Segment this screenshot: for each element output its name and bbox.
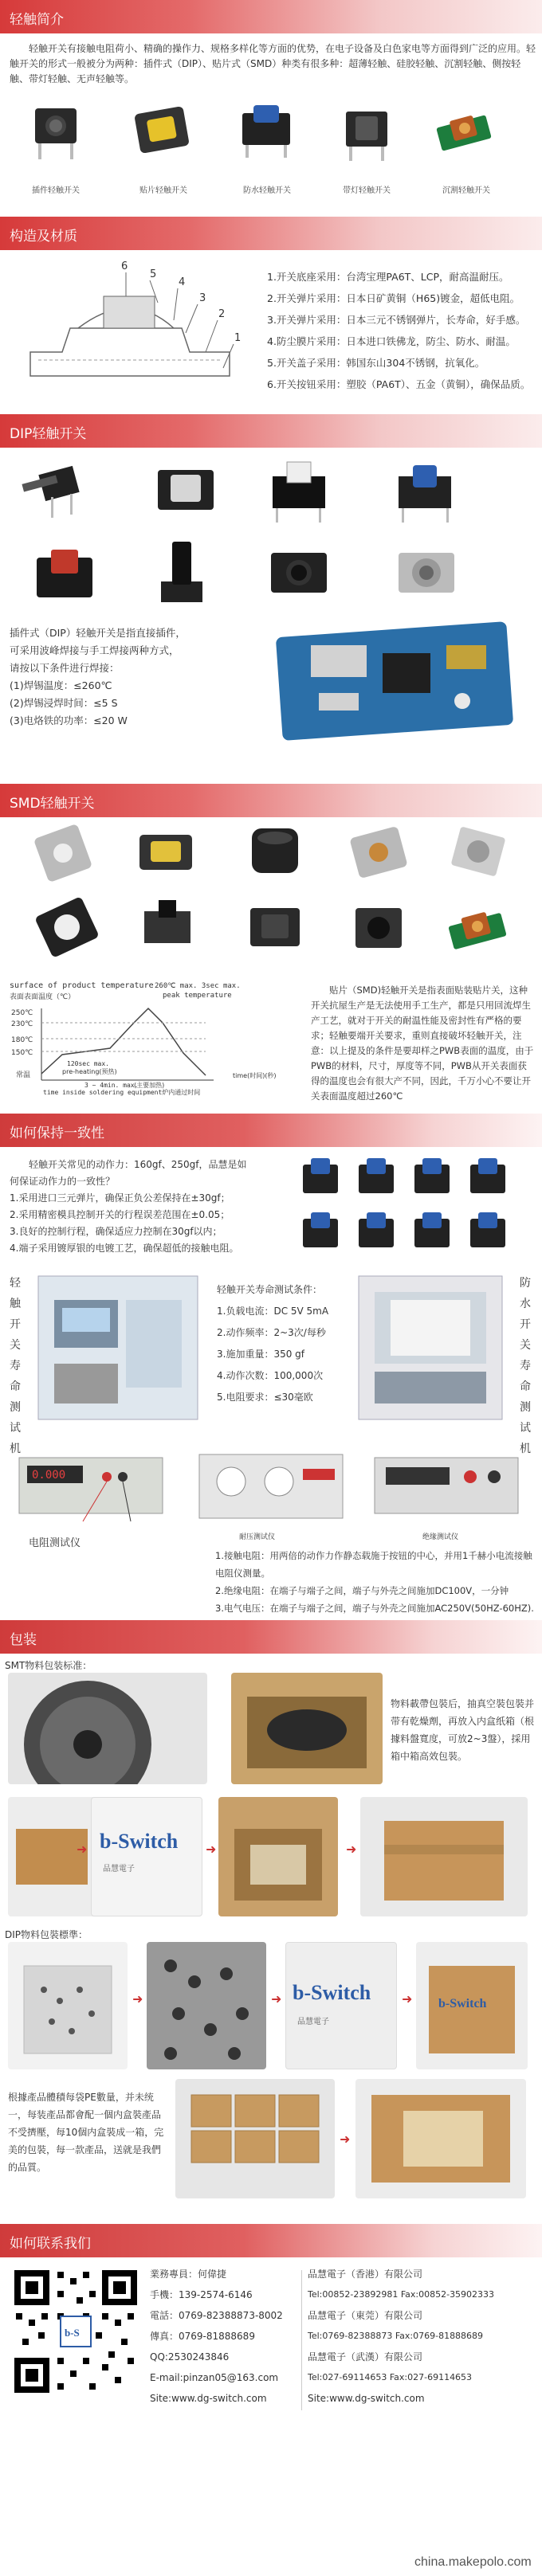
label-4: 4 (179, 276, 186, 288)
smd-switch-image (32, 892, 104, 964)
dip-line: (3)电烙铁的功率：≤20 W (10, 714, 128, 726)
dip-switch-image (255, 454, 343, 526)
dip-line: 请按以下条件进行焊接： (10, 662, 120, 674)
voltage-tester-image (191, 1442, 351, 1529)
main-heat-label-2: (主要加热) (134, 1082, 165, 1089)
life-test-specs (217, 1279, 344, 1408)
section-title: DIP轻触开关 (10, 426, 87, 442)
dip-switch-image (255, 534, 343, 613)
company-line[interactable]: Site:www.dg-switch.com (308, 2393, 425, 2404)
dip-bag-image (8, 1942, 128, 2069)
smd-switch-image (239, 820, 311, 884)
intro-text: 轻触开关有接触电阻荷小、精确的操作力、规格多样化等方面的优势，在电子设备及白色家电等方面得到广泛的应用。轻触开关的形式一般被分为两种：插件式（DIP）、贴片式（SMD）种类有很多种：超薄轻触、硅胶轻触、沉割轻触、侧按轻触、带灯轻触、无声轻触等。 (10, 43, 536, 84)
soldering-profile-chart (6, 977, 301, 1096)
brand-label-card (91, 1797, 202, 1916)
product-caption: 防水轻触开关 (243, 186, 291, 195)
main-heat-label: 3 ~ 4min. max. (84, 1082, 139, 1089)
consistency-line: 1.采用进口三元弹片，确保正负公差保持在±30gf； (10, 1192, 230, 1204)
section-header-structure (0, 217, 542, 250)
brand-sub: 品慧電子 (103, 1865, 135, 1873)
electrical-notes (215, 1547, 534, 1617)
waterproof-switch-image (231, 94, 303, 166)
arrow-icon: ➜ (132, 1991, 143, 2006)
smd-switch-image (132, 820, 203, 884)
test-title: 轻触开关寿命测试条件： (217, 1284, 323, 1295)
dip-text (10, 624, 249, 730)
resistance-tester-label: 电阻测试仪 (29, 1537, 81, 1549)
product-caption: 沉割轻触开关 (442, 186, 490, 195)
contact-line[interactable]: E-mail:pinzan05@163.com (150, 2372, 279, 2383)
arrow-icon: ➜ (206, 1842, 217, 1857)
dip-switch-image (142, 454, 230, 526)
company-line: Tel:027-69114653 Fax:027-69114653 (308, 2372, 473, 2382)
section-title: 如何联系我们 (10, 2236, 91, 2252)
label-5: 5 (150, 268, 157, 280)
smd-switch-image (32, 820, 96, 884)
consistency-line: 2.采用精密模具控制开关的行程误差范围在±0.05； (10, 1209, 230, 1220)
company-line: 品慧電子（香港）有限公司 (308, 2269, 423, 2280)
dip-line: 可采用波峰焊接与手工焊接两种方式， (10, 644, 179, 656)
test-spec: 5.电阻要求：≤30毫欧 (217, 1392, 313, 1403)
test-spec: 4.动作次数：100,000次 (217, 1370, 324, 1381)
contact-line[interactable]: Site:www.dg-switch.com (150, 2393, 267, 2404)
smd-text: 贴片（SMD)轻触开关是指表面贴装贴片关，这种开关抗屋生产是无法使用手工生产，都是只用回流焊生产工艺，就对于开关的耐温性能及密封性有严格的要求；轻触要端开关要求，重则直接破坏轻触开关，注意：以上提及的条件是要却样之PWB表面的温度，由于PWB的材料，尺寸，厚度等不同，PWB从开关表面获得的温度也会有很大产不同，因此，千万小心不要让开关表面温度超过260℃ (311, 985, 534, 1102)
qr-code-image (8, 2264, 143, 2399)
dip-line: (1)焊锡温度：≤260℃ (10, 679, 112, 691)
dip-switch-image (383, 454, 470, 526)
blue-switch-grid-image (295, 1153, 526, 1261)
waterproof-tester-image (351, 1268, 510, 1427)
watermark: china.makepolo.com (414, 2555, 532, 2569)
section-title: 如何保持一致性 (10, 1126, 104, 1141)
smd-switch-image (442, 820, 514, 884)
consistency-line: 轻触开关常见的动作力：160gf、250gf，品慧是如 (29, 1159, 247, 1170)
consistency-line: 何保证动作力的一致性？ (10, 1176, 116, 1187)
dip-carton-image (416, 1942, 528, 2069)
dip-switch-image (18, 534, 113, 613)
label-3: 3 (199, 292, 206, 304)
dip-line: (2)焊锡浸焊时间：≤5 S (10, 697, 118, 709)
structure-diagram (14, 256, 245, 392)
dip-line: 插件式（DIP）轻触开关是指直接插件， (10, 627, 186, 639)
smd-switch-image (128, 94, 199, 166)
product-caption: 带灯轻触开关 (343, 186, 391, 195)
contact-line: QQ:2530243846 (150, 2351, 230, 2363)
contact-person-block (150, 2264, 298, 2409)
note-line: 3.电气电压：在端子与端子之间，端子与外壳之间施加AC250V(50HZ-60HZ). (215, 1603, 534, 1614)
preheat-label-2: pre-heating(预热) (62, 1068, 117, 1075)
spec-item: 1.开关底座采用：台湾宝理PA6T、LCP，耐高温耐压。 (267, 271, 509, 283)
label-1: 1 (234, 332, 242, 344)
y-tick: 180℃ (11, 1036, 33, 1044)
test-spec: 1.负载电流：DC 5V 5mA (217, 1306, 329, 1317)
svg-text:0.000: 0.000 (32, 1469, 66, 1482)
arrow-icon: ➜ (271, 1991, 282, 2006)
y-tick: 230℃ (11, 1020, 33, 1028)
test-spec: 2.动作频率：2~3次/每秒 (217, 1327, 326, 1338)
contact-line: 業務專員：何偉捷 (150, 2269, 227, 2280)
contact-line: 電話：0769-82388873-8002 (150, 2310, 283, 2321)
consistency-line: 3.良好的控制行程，确保适应力控制在30gf以内； (10, 1226, 222, 1237)
section-title: 构造及材质 (10, 229, 77, 245)
structure-specs (267, 266, 538, 395)
chart-title-cn: 表面表面温度（℃） (10, 993, 76, 1001)
smd-switch-image (239, 892, 311, 964)
peak-label-2: peak temperature (163, 992, 232, 1000)
contact-line: 傳真：0769-81888689 (150, 2331, 255, 2342)
company-block (308, 2264, 539, 2409)
smd-switch-image (343, 892, 414, 964)
note-line: 1.接触电阻：用两倍的动作力作静态载施于按钮的中心，并用1千赫小电流接触电阻仪测量。 (215, 1550, 532, 1579)
section-header-contact (0, 2224, 542, 2257)
section-title: SMD轻触开关 (10, 796, 95, 812)
smd-switch-image (442, 892, 514, 964)
smd-switch-image (343, 820, 414, 884)
arrow-icon: ➜ (402, 1991, 413, 2006)
spec-item: 2.开关弹片采用：日本日矿黄铜（H65)镀金，超低电阻。 (267, 292, 520, 304)
smt-pack-text: 物料載帶包裝后，抽真空裝包裝并带有乾燥劑，再放入内盒纸箱（根據料盤寬度，可放2~3盤），採用箱中箱高效包裝。 (391, 1698, 535, 1762)
smt-pack-title: SMT物料包装标准： (5, 1660, 92, 1671)
x-axis-label: time(时间)(秒) (233, 1072, 277, 1079)
section-header-smd (0, 784, 542, 817)
company-line: 品慧電子（武漢）有限公司 (308, 2351, 423, 2363)
y-tick: 150℃ (11, 1049, 33, 1057)
preheat-label: 120sec max. (67, 1060, 109, 1067)
smt-reel-image (8, 1673, 207, 1784)
dip-switch-image (18, 454, 113, 526)
section-title: 轻触简介 (10, 12, 64, 28)
smt-box-image (231, 1673, 383, 1784)
dip-pack-text: 根據產品體積每袋PE數量，并未统一，每装產品都會配一個内盒裝產品不受擠壓，每10個内盒裝成一箱，完美的包裝，每一款產品，送就是我們的品質。 (8, 2092, 164, 2173)
consistency-text (10, 1157, 289, 1257)
arrow-icon: ➜ (77, 1842, 88, 1857)
brand-sub: 品慧電子 (297, 2018, 329, 2026)
peak-label: 260℃ max. 3sec max. (155, 982, 241, 990)
voltage-tester-label: 耐压测试仪 (239, 1533, 276, 1541)
section-header-consistency (0, 1114, 542, 1147)
company-line: 品慧電子（東莞）有限公司 (308, 2310, 423, 2321)
brand-logo: b-Switch (293, 1981, 371, 2004)
insulation-tester-label: 绝缘测试仪 (422, 1533, 459, 1541)
spec-item: 5.开关盖子采用：韩国东山304不锈钢，抗氧化。 (267, 357, 485, 369)
spec-item: 6.开关按钮采用：塑胶（PA6T）、五金（黄铜），确保品质。 (267, 378, 531, 390)
vertical-label-right: 防水开关寿命测试机 (520, 1277, 531, 1455)
brand-logo: b-Switch (100, 1830, 179, 1853)
consistency-line: 4.端子采用镀厚银的电镀工艺，确保超低的接触电阻。 (10, 1243, 239, 1254)
life-tester-image (30, 1268, 206, 1427)
label-6: 6 (121, 260, 128, 272)
spec-item: 3.开关弹片采用：日本三元不锈钢弹片，长寿命，好手感。 (267, 314, 526, 326)
note-line: 2.绝缘电阻：在端子与端子之间，端子与外壳之间施加DC100V，一分钟 (215, 1585, 509, 1596)
y-tick: 250℃ (11, 1009, 33, 1017)
chart-title: surface of product temperature (10, 981, 154, 990)
company-line: Tel:00852-23892981 Fax:00852-35902333 (308, 2289, 495, 2300)
dip-pack-title: DIP物料包裝標準： (5, 1929, 88, 1940)
outer-carton-image (355, 2079, 526, 2198)
smd-switch-image (132, 892, 203, 964)
dip-parts-image (147, 1942, 266, 2069)
section-header-intro (0, 0, 542, 33)
dip-switch-image (142, 534, 222, 613)
insulation-tester-image (367, 1442, 526, 1529)
label-2: 2 (218, 308, 226, 320)
dip-switch-image (24, 94, 88, 166)
x-axis-label-2: time inside soldering equipment炉内通过时间 (43, 1089, 201, 1096)
pcb-board-image (263, 613, 526, 749)
section-header-dip (0, 414, 542, 448)
sink-switch-image (430, 94, 502, 166)
product-caption: 插件轻触开关 (32, 186, 80, 195)
company-line: Tel:0769-82388873 Fax:0769-81888689 (308, 2331, 484, 2341)
arrow-icon: ➜ (346, 1842, 357, 1857)
svg-text:b-S: b-S (65, 2327, 80, 2339)
arrow-icon: ➜ (340, 2132, 351, 2147)
brand-logo: b-Switch (438, 1997, 487, 2010)
lighted-switch-image (335, 94, 399, 166)
sealed-carton-image (360, 1797, 528, 1916)
dip-switch-image (383, 534, 470, 613)
product-caption: 贴片轻触开关 (139, 186, 187, 195)
section-header-packaging (0, 1620, 542, 1654)
test-spec: 3.施加重量：350 gf (217, 1349, 305, 1360)
open-carton-image (218, 1797, 338, 1916)
label-box-image (8, 1797, 96, 1916)
section-title: 包装 (10, 1632, 37, 1648)
divider (301, 2270, 302, 2410)
vertical-label-left: 轻触开关寿命测试机 (10, 1277, 21, 1455)
y-tick: 常温 (16, 1071, 31, 1079)
inner-boxes-image (175, 2079, 335, 2198)
contact-line: 手機：139-2574-6146 (150, 2289, 253, 2300)
brand-label-card (285, 1942, 397, 2069)
spec-item: 4.防尘膜片采用：日本进口铁佛龙，防尘、防水、耐温。 (267, 335, 516, 347)
resistance-tester-image (11, 1442, 171, 1529)
